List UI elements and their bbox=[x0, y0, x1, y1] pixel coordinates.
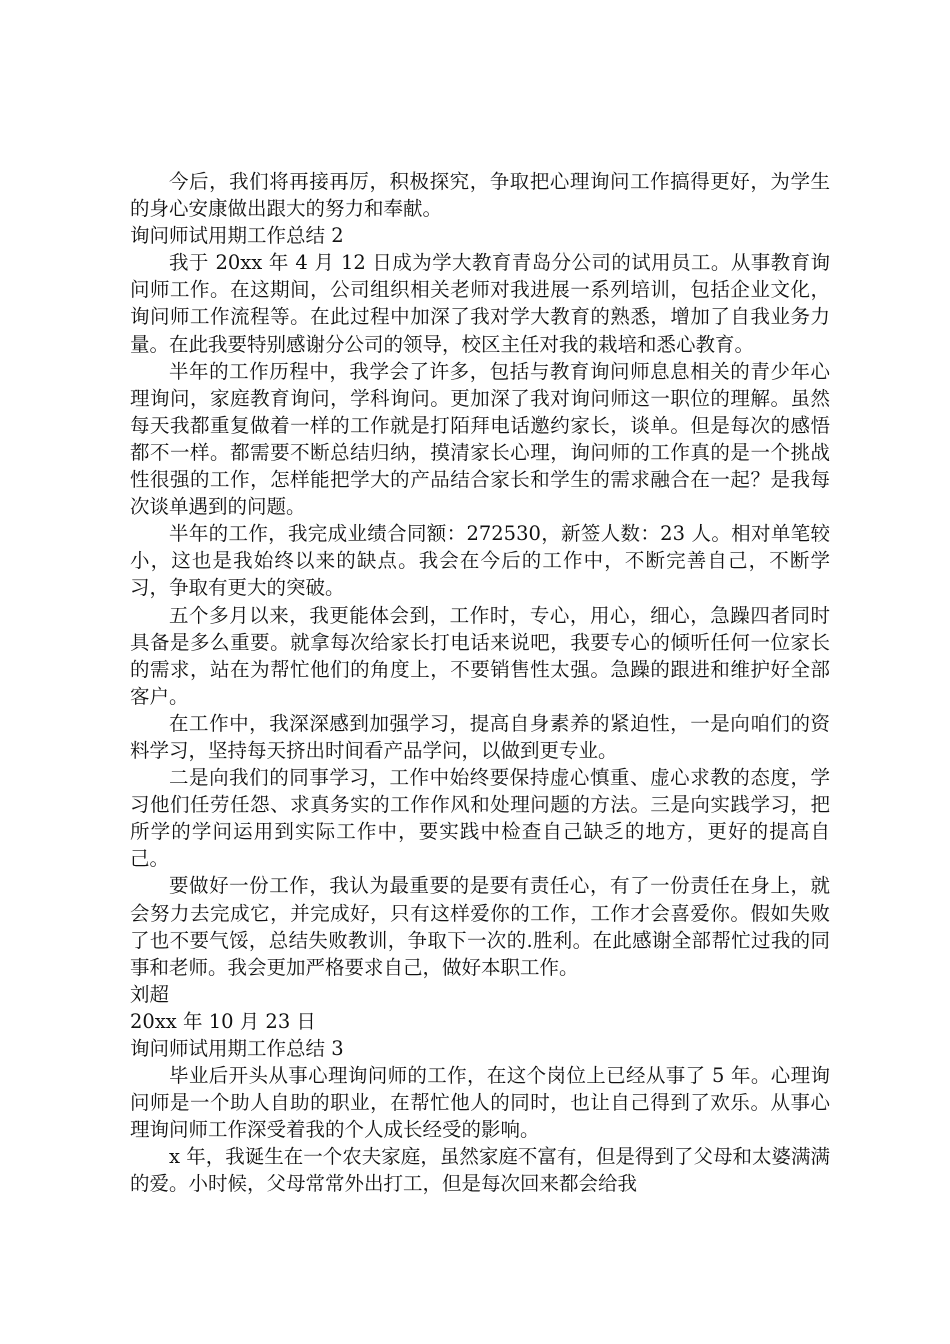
signature-date: 20xx 年 10 月 23 日 bbox=[130, 1009, 316, 1033]
paragraph-learning-2: 二是向我们的同事学习，工作中始终要保持虚心慎重、虚心求教的态度，学习他们任劳任怨、求真务实的工作作风和处理问题的方法。三是向实践学习，把所学的学问运用到实际工作中，要实践中检查自己缺乏的地方，更好的提高自己。 bbox=[130, 766, 830, 871]
paragraph-half-year-experience: 半年的工作历程中，我学会了许多，包括与教育询问师息息相关的青少年心理询问，家庭教育询问，学科询问。更加深了我对询问师这一职位的理解。虽然每天我都重复做着一样的工作就是打陌拜电话邀约家长，谈单。但是每次的感悟都不一样。都需要不断总结归纳，摸清家长心理，询问师的工作真的是一个挑战性很强的工作，怎样能把学大的产品结合家长和学生的需求融合在一起？是我每次谈单遇到的问题。 bbox=[130, 359, 830, 519]
paragraph-intro: 我于 20xx 年 4 月 12 日成为学大教育青岛分公司的试用员工。从事教育询问师工作。在这期间，公司组织相关老师对我进展一系列培训，包括企业文化，询问师工作流程等。在此过程中加深了我对学大教育的熟悉，增加了自我业务力量。在此我要特别感谢分公司的领导，校区主任对我的栽培和悉心教育。 bbox=[130, 251, 830, 356]
section-heading-3: 询问师试用期工作总结 3 bbox=[130, 1037, 344, 1060]
paragraph-responsibility: 要做好一份工作，我认为最重要的是要有责任心，有了一份责任在身上，就会努力去完成它，并完成好，只有这样爱你的工作，工作才会喜爱你。假如失败了也不要气馁，总结失败教训，争取下一次的.胜利。在此感谢全部帮忙过我的同事和老师。我会更加严格要求自己，做好本职工作。 bbox=[130, 874, 830, 979]
signature-name: 刘超 bbox=[130, 982, 170, 1006]
paragraph-childhood: x 年，我诞生在一个农夫家庭，虽然家庭不富有，但是得到了父母和太婆满满的爱。小时候，父母常常外出打工，但是每次回来都会给我 bbox=[130, 1145, 830, 1196]
paragraph-career-start: 毕业后开头从事心理询问师的工作，在这个岗位上已经从事了 5 年。心理询问师是一个助人自助的职业，在帮忙他人的同时，也让自己得到了欢乐。从事心理询问师工作深受着我的个人成长经受的影响。 bbox=[130, 1064, 830, 1142]
paragraph-five-months: 五个多月以来，我更能体会到，工作时，专心，用心，细心，急躁四者同时具备是多么重要。就拿每次给家长打电话来说吧，我要专心的倾听任何一位家长的需求，站在为帮忙他们的角度上，不要销售性太强。急躁的跟进和维护好全部客户。 bbox=[130, 603, 830, 708]
paragraph-learning-1: 在工作中，我深深感到加强学习，提高自身素养的紧迫性，一是向咱们的资料学习，坚持每天挤出时间看产品学问，以做到更专业。 bbox=[130, 711, 830, 762]
document-body bbox=[130, 168, 830, 1198]
paragraph-performance: 半年的工作，我完成业绩合同额：272530，新签人数：23 人。相对单笔较小，这也是我始终以来的缺点。我会在今后的工作中，不断完善自己，不断学习，争取有更大的突破。 bbox=[130, 522, 830, 600]
paragraph-closing-remarks: 今后，我们将再接再厉，积极探究，争取把心理询问工作搞得更好，为学生的身心安康做出跟大的努力和奉献。 bbox=[130, 170, 830, 221]
section-heading-2: 询问师试用期工作总结 2 bbox=[130, 224, 344, 248]
